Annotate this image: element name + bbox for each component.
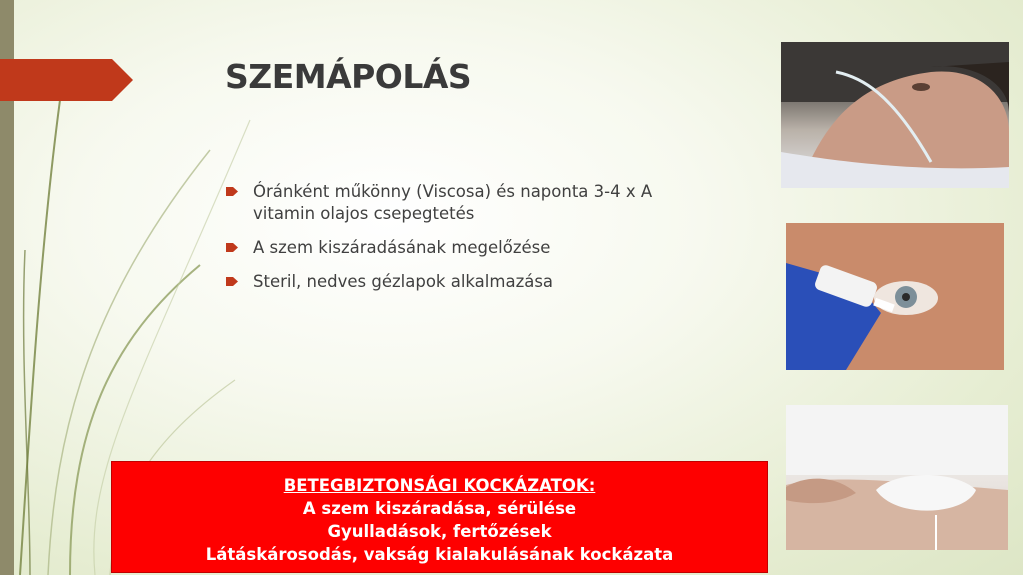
bullet-text: A szem kiszáradásának megelőzése	[253, 238, 551, 257]
bullet-arrow-icon	[226, 243, 238, 252]
photo-eye-covered-with-gauze	[786, 405, 1008, 550]
risk-line: Látáskárosodás, vakság kialakulásának kockázata	[205, 545, 674, 564]
bullet-text: Óránként műkönny (Viscosa) és naponta 3-4 x A vitamin olajos csepegtetés	[253, 182, 653, 223]
bullet-item	[226, 271, 696, 293]
bullet-list	[226, 181, 696, 305]
risk-line: A szem kiszáradása, sérülése	[302, 499, 577, 518]
title-arrow-icon	[0, 59, 133, 101]
patient-safety-risks-box	[111, 461, 768, 573]
risk-line: Gyulladások, fertőzések	[327, 522, 552, 541]
bullet-arrow-icon	[226, 277, 238, 286]
photo-patient-with-oxygen-cannula	[781, 42, 1009, 188]
bullet-arrow-icon	[226, 187, 238, 196]
slide-title: SZEMÁPOLÁS	[225, 57, 472, 96]
bullet-item	[226, 237, 696, 259]
bullet-item	[226, 181, 696, 225]
photo-eye-drop-application	[786, 223, 1004, 370]
bullet-text: Steril, nedves gézlapok alkalmazása	[253, 272, 554, 291]
risk-box-title: BETEGBIZTONSÁGI KOCKÁZATOK:	[283, 476, 596, 495]
